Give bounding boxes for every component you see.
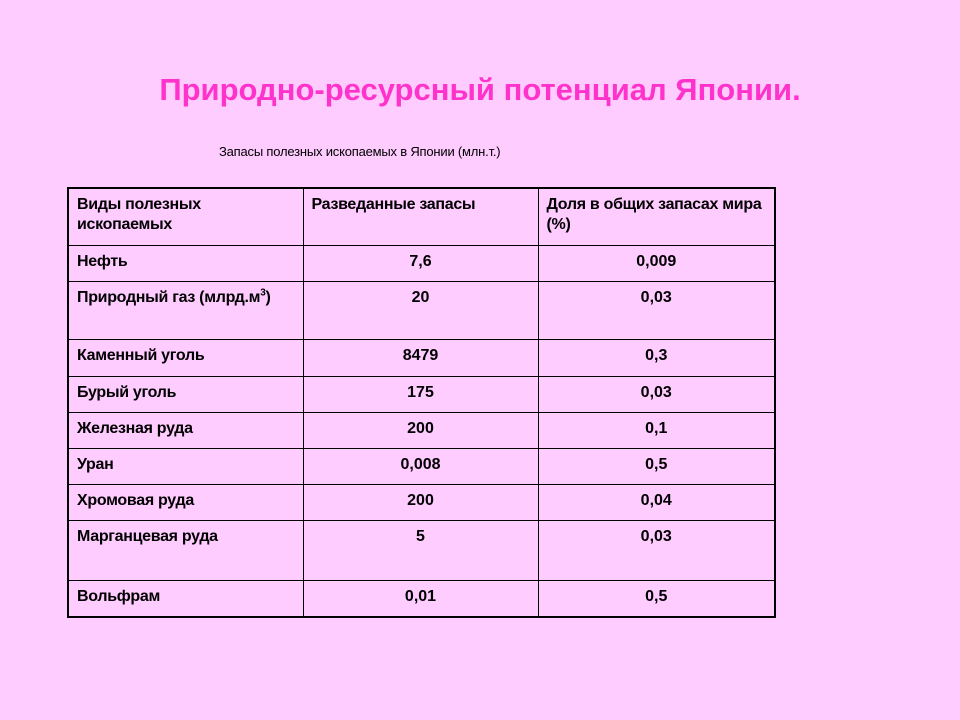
cell-reserves: 8479	[303, 340, 538, 377]
header-mineral-type: Виды полезных ископаемых	[68, 188, 303, 246]
cell-mineral-name: Железная руда	[68, 413, 303, 449]
cell-share: 0,009	[538, 246, 775, 282]
table-row	[68, 377, 775, 413]
cell-mineral-name: Вольфрам	[68, 581, 303, 618]
cell-mineral-name: Каменный уголь	[68, 340, 303, 377]
header-world-share: Доля в общих запасах мира (%)	[538, 188, 775, 246]
cell-share: 0,5	[538, 581, 775, 618]
table-caption: Запасы полезных ископаемых в Японии (млн.т.)	[219, 144, 501, 159]
cell-mineral-name: Бурый уголь	[68, 377, 303, 413]
cell-reserves: 7,6	[303, 246, 538, 282]
cell-reserves: 20	[303, 282, 538, 340]
cell-reserves: 5	[303, 521, 538, 581]
unit-close-paren: )	[265, 289, 271, 306]
cell-mineral-name: Хромовая руда	[68, 485, 303, 521]
unit-superscript: 3	[260, 287, 266, 299]
cell-share: 0,04	[538, 485, 775, 521]
cell-share: 0,5	[538, 449, 775, 485]
mineral-name-text: Природный газ (млрд.м	[77, 289, 261, 306]
table-row	[68, 282, 775, 340]
table-row	[68, 413, 775, 449]
header-proven-reserves: Разведанные запасы	[303, 188, 538, 246]
cell-share: 0,03	[538, 521, 775, 581]
cell-reserves: 0,01	[303, 581, 538, 618]
cell-reserves: 175	[303, 377, 538, 413]
cell-mineral-name: Марганцевая руда	[68, 521, 303, 581]
cell-share: 0,1	[538, 413, 775, 449]
cell-reserves: 200	[303, 413, 538, 449]
table-row	[68, 581, 775, 618]
cell-mineral-name	[68, 282, 303, 340]
table-row	[68, 521, 775, 581]
table-row	[68, 449, 775, 485]
cell-share: 0,3	[538, 340, 775, 377]
slide-title: Природно-ресурсный потенциал Японии.	[159, 72, 801, 107]
cell-share: 0,03	[538, 377, 775, 413]
cell-mineral-name: Нефть	[68, 246, 303, 282]
cell-mineral-name: Уран	[68, 449, 303, 485]
table-header-row	[68, 188, 775, 246]
cell-share: 0,03	[538, 282, 775, 340]
cell-reserves: 200	[303, 485, 538, 521]
table-row	[68, 485, 775, 521]
table-row	[68, 246, 775, 282]
mineral-reserves-table	[67, 187, 776, 618]
cell-reserves: 0,008	[303, 449, 538, 485]
table-row	[68, 340, 775, 377]
